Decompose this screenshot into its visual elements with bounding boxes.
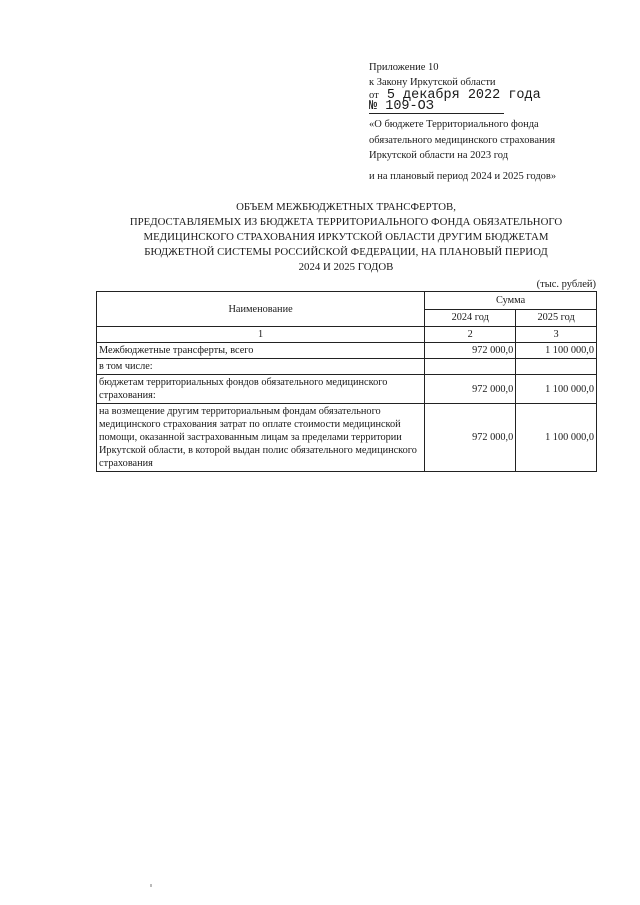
transfers-table [96,291,597,472]
law-title [369,117,599,184]
row-value-2025: 1 100 000,0 [516,343,597,359]
row-value-2025: 1 100 000,0 [516,375,597,404]
law-title-line: и на плановый период 2024 и 2025 годов» [369,170,557,182]
title-line: ОБЪЕМ МЕЖБЮДЖЕТНЫХ ТРАНСФЕРТОВ, [236,201,456,213]
row-name: на возмещение другим территориальным фондам обязательного медицинского страхования затрат по оплате стоимости медицинской помощи, оказанной застрахованным лицам за пределами территории Иркутской области, в которой выдан полис обязательного медицинского страхования [97,404,425,472]
law-reference: к Закону Иркутской области [369,77,496,88]
row-name: бюджетам территориальных фондов обязательного медицинского страхования: [97,375,425,404]
document-title [90,200,602,275]
appendix-header [369,60,599,184]
appendix-label: Приложение 10 [369,62,439,73]
row-value-2025: 1 100 000,0 [516,404,597,472]
title-line: БЮДЖЕТНОЙ СИСТЕМЫ РОССИЙСКОЙ ФЕДЕРАЦИИ, НА ПЛАНОВЫЙ ПЕРИОД [144,246,548,258]
index-cell: 1 [97,327,425,343]
row-value-2024: 972 000,0 [425,375,516,404]
row-value-2024: 972 000,0 [425,343,516,359]
row-value-2024 [425,359,516,375]
law-title-line: Иркутской области на 2023 год [369,150,509,161]
header-sum: Сумма [425,292,597,310]
scan-speck [150,884,152,887]
row-value-2025 [516,359,597,375]
number-label: № [369,99,378,114]
law-date-stamp: 5 декабря 2022 года [386,88,541,103]
table-row [97,359,597,375]
law-number-stamp: 109-ОЗ [385,99,434,114]
row-name: Межбюджетные трансферты, всего [97,343,425,359]
date-label: от [369,90,379,101]
table-index-row [97,327,597,343]
index-cell: 3 [516,327,597,343]
title-line: ПРЕДОСТАВЛЯЕМЫХ ИЗ БЮДЖЕТА ТЕРРИТОРИАЛЬНОГО ФОНДА ОБЯЗАТЕЛЬНОГО [129,216,563,228]
row-name: в том числе: [97,359,425,375]
law-title-line: обязательного медицинского страхования [369,134,556,146]
index-cell: 2 [425,327,516,343]
table-row [97,375,597,404]
table-header-row [97,292,597,310]
header-year-2024: 2024 год [425,309,516,327]
units-label: (тыс. рублей) [536,279,596,290]
row-value-2024: 972 000,0 [425,404,516,472]
header-name: Наименование [97,292,425,327]
table-row [97,404,597,472]
header-year-2025: 2025 год [516,309,597,327]
table-row [97,343,597,359]
title-line: МЕДИЦИНСКОГО СТРАХОВАНИЯ ИРКУТСКОЙ ОБЛАСТИ ДРУГИМ БЮДЖЕТАМ [143,231,549,243]
law-title-line: «О бюджете Территориального фонда [369,119,539,130]
title-line: 2024 И 2025 ГОДОВ [298,261,394,273]
